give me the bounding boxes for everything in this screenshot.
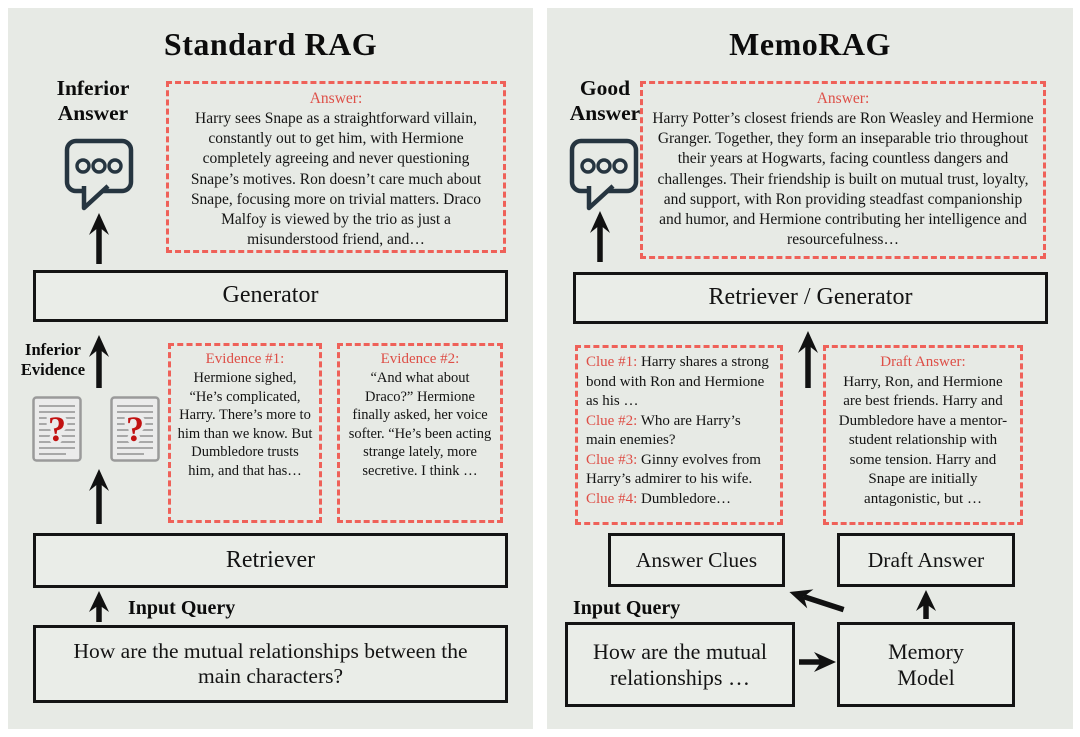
evidence1-body: Hermione sighed, “He’s complicated, Harry. There’s more to him than we know. But Dumbledore trusts him, and that has… (177, 370, 313, 479)
memory-model-box: Memory Model (837, 622, 1015, 707)
input-query-label: Input Query (128, 597, 236, 619)
evidence2-body: “And what about Draco?” Hermione finally asked, her voice softer. “He’s been acting strange lately, more secretive. I think … (348, 370, 492, 479)
arrow-generator-to-answer-icon (86, 212, 112, 266)
svg-text:?: ? (126, 409, 144, 449)
draft-answer-box: Draft Answer (837, 533, 1015, 587)
evidence2-annotation-box (337, 343, 503, 523)
answer-body: Harry Potter’s closest friends are Ron Weasley and Hermione Granger. Together, they form an inseparable trio throughout their years at Hogwarts, facing countless dangers and challenges. Their friendship is built on mutual trust, loyalty, and support, with Ron providing steadfast companionship and humor, and Hermione contributing her intelligence and resourcefulness… (652, 110, 1034, 248)
panel-standard-rag (8, 8, 533, 729)
arrow-memory-to-draft-icon (913, 589, 939, 621)
clue-item: Clue #4: Dumbledore… (586, 490, 731, 507)
input-query-label: Input Query (573, 597, 681, 619)
evidence2-heading: Evidence #2: (380, 351, 460, 367)
arrow-query-to-memory-icon (797, 649, 837, 675)
clue-item: Clue #2: Who are Harry’s main enemies? (586, 412, 741, 448)
panel-memorag (547, 8, 1073, 729)
retriever-generator-box: Retriever / Generator (573, 272, 1048, 324)
inferior-evidence-label: Inferior Evidence (20, 340, 86, 379)
answer-heading: Answer: (816, 90, 870, 107)
evidence1-annotation-box (168, 343, 322, 523)
clue-item: Clue #3: Ginny evolves from Harry’s admirer to his wife. (586, 451, 761, 487)
clues-annotation-box (575, 345, 783, 525)
answer-annotation-box (166, 81, 506, 253)
arrow-clues-to-retriever-icon (795, 330, 821, 390)
clue-item: Clue #1: Harry shares a strong bond with Ron and Hermione as his … (586, 354, 769, 409)
evidence1-heading: Evidence #1: (205, 351, 285, 367)
answer-annotation-box (640, 81, 1046, 259)
arrow-generator-to-answer-icon (587, 210, 613, 264)
generator-box: Generator (33, 270, 508, 322)
answer-heading: Answer: (309, 90, 363, 107)
draft-answer-body: Harry, Ron, and Hermione are best friends. Harry and Dumbledore have a mentor-student relationship with some tension. Harry and Snape are initially antagonistic, but … (838, 373, 1008, 507)
draft-answer-annotation-box (823, 345, 1023, 525)
standard-rag-title: Standard RAG (163, 26, 378, 62)
query-box: How are the mutual relationships … (565, 622, 795, 707)
arrow-query-to-retriever-icon (86, 590, 112, 624)
answer-clues-box: Answer Clues (608, 533, 785, 587)
question-document-icon-2 (110, 396, 160, 462)
good-answer-label: Good Answer (569, 76, 641, 125)
question-document-icon-1 (32, 396, 82, 462)
arrow-evidence-to-generator-icon (86, 334, 112, 390)
inferior-answer-label: Inferior Answer (56, 76, 130, 125)
memorag-title: MemoRAG (729, 26, 891, 62)
answer-body: Harry sees Snape as a straightforward villain, constantly out to get him, with Hermione completely agreeing and never questioning Snape’s motives. Ron doesn’t care much about Snape, focusing more on trivial matters. Draco Malfoy is viewed by the trio as just a misunderstood friend, and… (190, 110, 482, 248)
svg-text:?: ? (48, 409, 66, 449)
arrow-retriever-to-evidence-icon (86, 468, 112, 526)
speech-bubble-icon (569, 138, 639, 212)
draft-answer-heading: Draft Answer: (880, 354, 966, 370)
speech-bubble-icon (64, 138, 134, 212)
query-box: How are the mutual relationships between the main characters? (33, 625, 508, 703)
retriever-box: Retriever (33, 533, 508, 588)
